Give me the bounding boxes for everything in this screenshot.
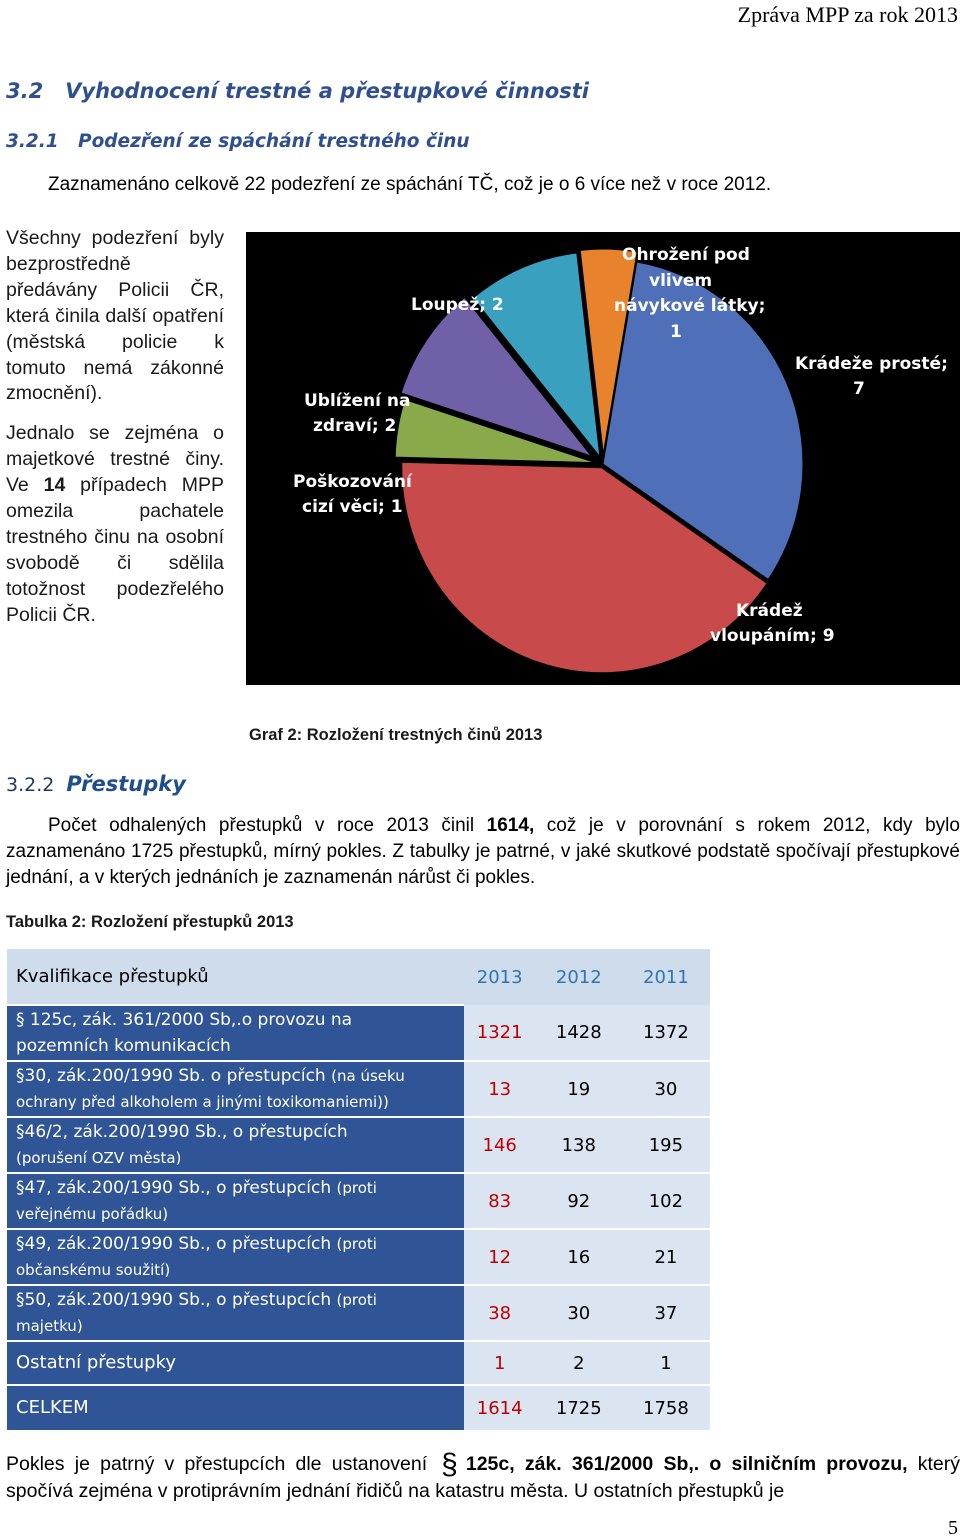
section-title: Přestupky xyxy=(66,772,186,796)
row-name: §47, zák.200/1990 Sb., o přestupcích (proti veřejnému pořádku) xyxy=(7,1173,464,1229)
offences-paragraph: Počet odhalených přestupků v roce 2013 činil 1614, což je v porovnání s rokem 2012, kdy bylo zaznamenáno 1725 přestupků, mírný pokles. Z tabulky je patrné, v jaké skutkové podstatě spočívají přestupkové jednání, a v kterých jednáních je zaznamenán nárůst či pokles. xyxy=(6,815,960,888)
section-title: Podezření ze spáchání trestného činu xyxy=(78,131,470,152)
cell-2012: 138 xyxy=(536,1117,622,1173)
table-row xyxy=(7,1117,710,1173)
section-heading-3-2-2 xyxy=(6,772,186,796)
cell-2011: 30 xyxy=(622,1061,710,1117)
chart-caption: Graf 2: Rozložení trestných činů 2013 xyxy=(249,726,543,744)
cell-2013: 1614 xyxy=(464,1385,536,1431)
cell-2012: 2 xyxy=(536,1341,622,1385)
cell-2012: 19 xyxy=(536,1061,622,1117)
row-name: CELKEM xyxy=(7,1385,464,1431)
cell-2012: 1725 xyxy=(536,1385,622,1431)
cell-2013: 83 xyxy=(464,1173,536,1229)
label-kradeze-line2: 7 xyxy=(853,379,865,399)
label-vloupani-line2: vloupáním; 9 xyxy=(710,626,835,646)
table-row xyxy=(7,1061,710,1117)
label-loupez: Loupež; 2 xyxy=(411,295,504,315)
label-ohrozeni-line3: návykové látky; xyxy=(614,296,766,316)
crime-count: 22 xyxy=(244,174,266,195)
sidebar-paragraph-2: Jednalo se zejména o majetkové trestné činy. Ve 14 případech MPP omezila pachatele trestného činu na osobní svobodě či sdělila totožnost podezřelého Policii ČR. xyxy=(6,422,224,626)
label-ublizeni-line1: Ublížení na xyxy=(304,391,411,411)
cell-2012: 1428 xyxy=(536,1005,622,1061)
row-name: §49, zák.200/1990 Sb., o přestupcích (proti občanskému soužití) xyxy=(7,1229,464,1285)
section-title: Vyhodnocení trestné a přestupkové činnosti xyxy=(65,79,589,103)
row-name: Ostatní přestupky xyxy=(7,1341,464,1385)
header-name: Kvalifikace přestupků xyxy=(7,949,464,1005)
law-reference: 125c, zák. 361/2000 Sb,. o silničním provozu, xyxy=(465,1453,908,1475)
table-row xyxy=(7,1173,710,1229)
row-name: §50, zák.200/1990 Sb., o přestupcích (proti majetku) xyxy=(7,1285,464,1341)
offences-table xyxy=(7,949,710,1432)
section-number: 3.2.2 xyxy=(6,774,55,796)
label-ublizeni-line2: zdraví; 2 xyxy=(313,416,397,436)
offence-count: 1614, xyxy=(486,815,535,836)
cell-2013: 12 xyxy=(464,1229,536,1285)
cell-2013: 1 xyxy=(464,1341,536,1385)
cell-2013: 146 xyxy=(464,1117,536,1173)
cell-2011: 37 xyxy=(622,1285,710,1341)
section-number: 3.2.1 xyxy=(6,131,59,152)
table-caption: Tabulka 2: Rozložení přestupků 2013 xyxy=(6,913,294,931)
cell-2011: 1758 xyxy=(622,1385,710,1431)
cell-2012: 92 xyxy=(536,1173,622,1229)
label-ohrozeni-line1: Ohrožení pod xyxy=(622,245,750,265)
cell-2011: 21 xyxy=(622,1229,710,1285)
table-header-row xyxy=(7,949,710,1005)
section-number: 3.2 xyxy=(6,79,44,103)
section-heading-3-2-1 xyxy=(6,131,470,152)
decline-paragraph: Pokles je patrný v přestupcích dle ustanovení § 125c, zák. 361/2000 Sb,. o silničním provozu, který spočívá zejména v protiprávním jednání řidičů na katastru města. U ostatních přestupků je xyxy=(6,1448,960,1502)
cell-2011: 195 xyxy=(622,1117,710,1173)
header-2012: 2012 xyxy=(536,949,622,1005)
table-row xyxy=(7,1229,710,1285)
label-ohrozeni-line4: 1 xyxy=(670,322,682,342)
table-row xyxy=(7,1005,710,1061)
crime-pie-chart xyxy=(246,232,960,685)
label-ohrozeni-line2: vlivem xyxy=(649,271,713,291)
cell-2013: 1321 xyxy=(464,1005,536,1061)
cell-2011: 1372 xyxy=(622,1005,710,1061)
sidebar-text xyxy=(6,226,224,629)
case-count: 14 xyxy=(43,474,66,497)
label-kradeze-line1: Krádeže prosté; xyxy=(795,354,948,374)
cell-2011: 1 xyxy=(622,1341,710,1385)
table-row-total xyxy=(7,1385,710,1431)
header-2011: 2011 xyxy=(622,949,710,1005)
cell-2012: 16 xyxy=(536,1229,622,1285)
section-heading-3-2 xyxy=(6,79,589,103)
pie-chart-panel xyxy=(246,232,960,685)
label-poskozovani-line1: Poškozování xyxy=(293,472,412,492)
row-name: §46/2, zák.200/1990 Sb., o přestupcích (porušení OZV města) xyxy=(7,1117,464,1173)
report-header-title: Zpráva MPP za rok 2013 xyxy=(737,2,958,27)
cell-2012: 30 xyxy=(536,1285,622,1341)
page-number: 5 xyxy=(948,1517,958,1539)
header-2013: 2013 xyxy=(464,949,536,1005)
label-vloupani-line1: Krádež xyxy=(736,601,803,621)
intro-paragraph: Zaznamenáno celkově 22 podezření ze spáchání TČ, což je o 6 více než v roce 2012. xyxy=(48,174,772,195)
row-name: § 125c, zák. 361/2000 Sb,.o provozu na pozemních komunikacích xyxy=(7,1005,464,1061)
sidebar-paragraph-1: Všechny podezření byly bezprostředně předávány Policii ČR, která činila další opatření (městská policie k tomuto nemá zákonné zmocnění). xyxy=(6,227,224,405)
table-row-other xyxy=(7,1341,710,1385)
cell-2013: 38 xyxy=(464,1285,536,1341)
label-poskozovani-line2: cizí věci; 1 xyxy=(302,497,403,517)
table-row xyxy=(7,1285,710,1341)
row-name: §30, zák.200/1990 Sb. o přestupcích (na úseku ochrany před alkoholem a jinými toxikomaniemi)) xyxy=(7,1061,464,1117)
cell-2011: 102 xyxy=(622,1173,710,1229)
cell-2013: 13 xyxy=(464,1061,536,1117)
